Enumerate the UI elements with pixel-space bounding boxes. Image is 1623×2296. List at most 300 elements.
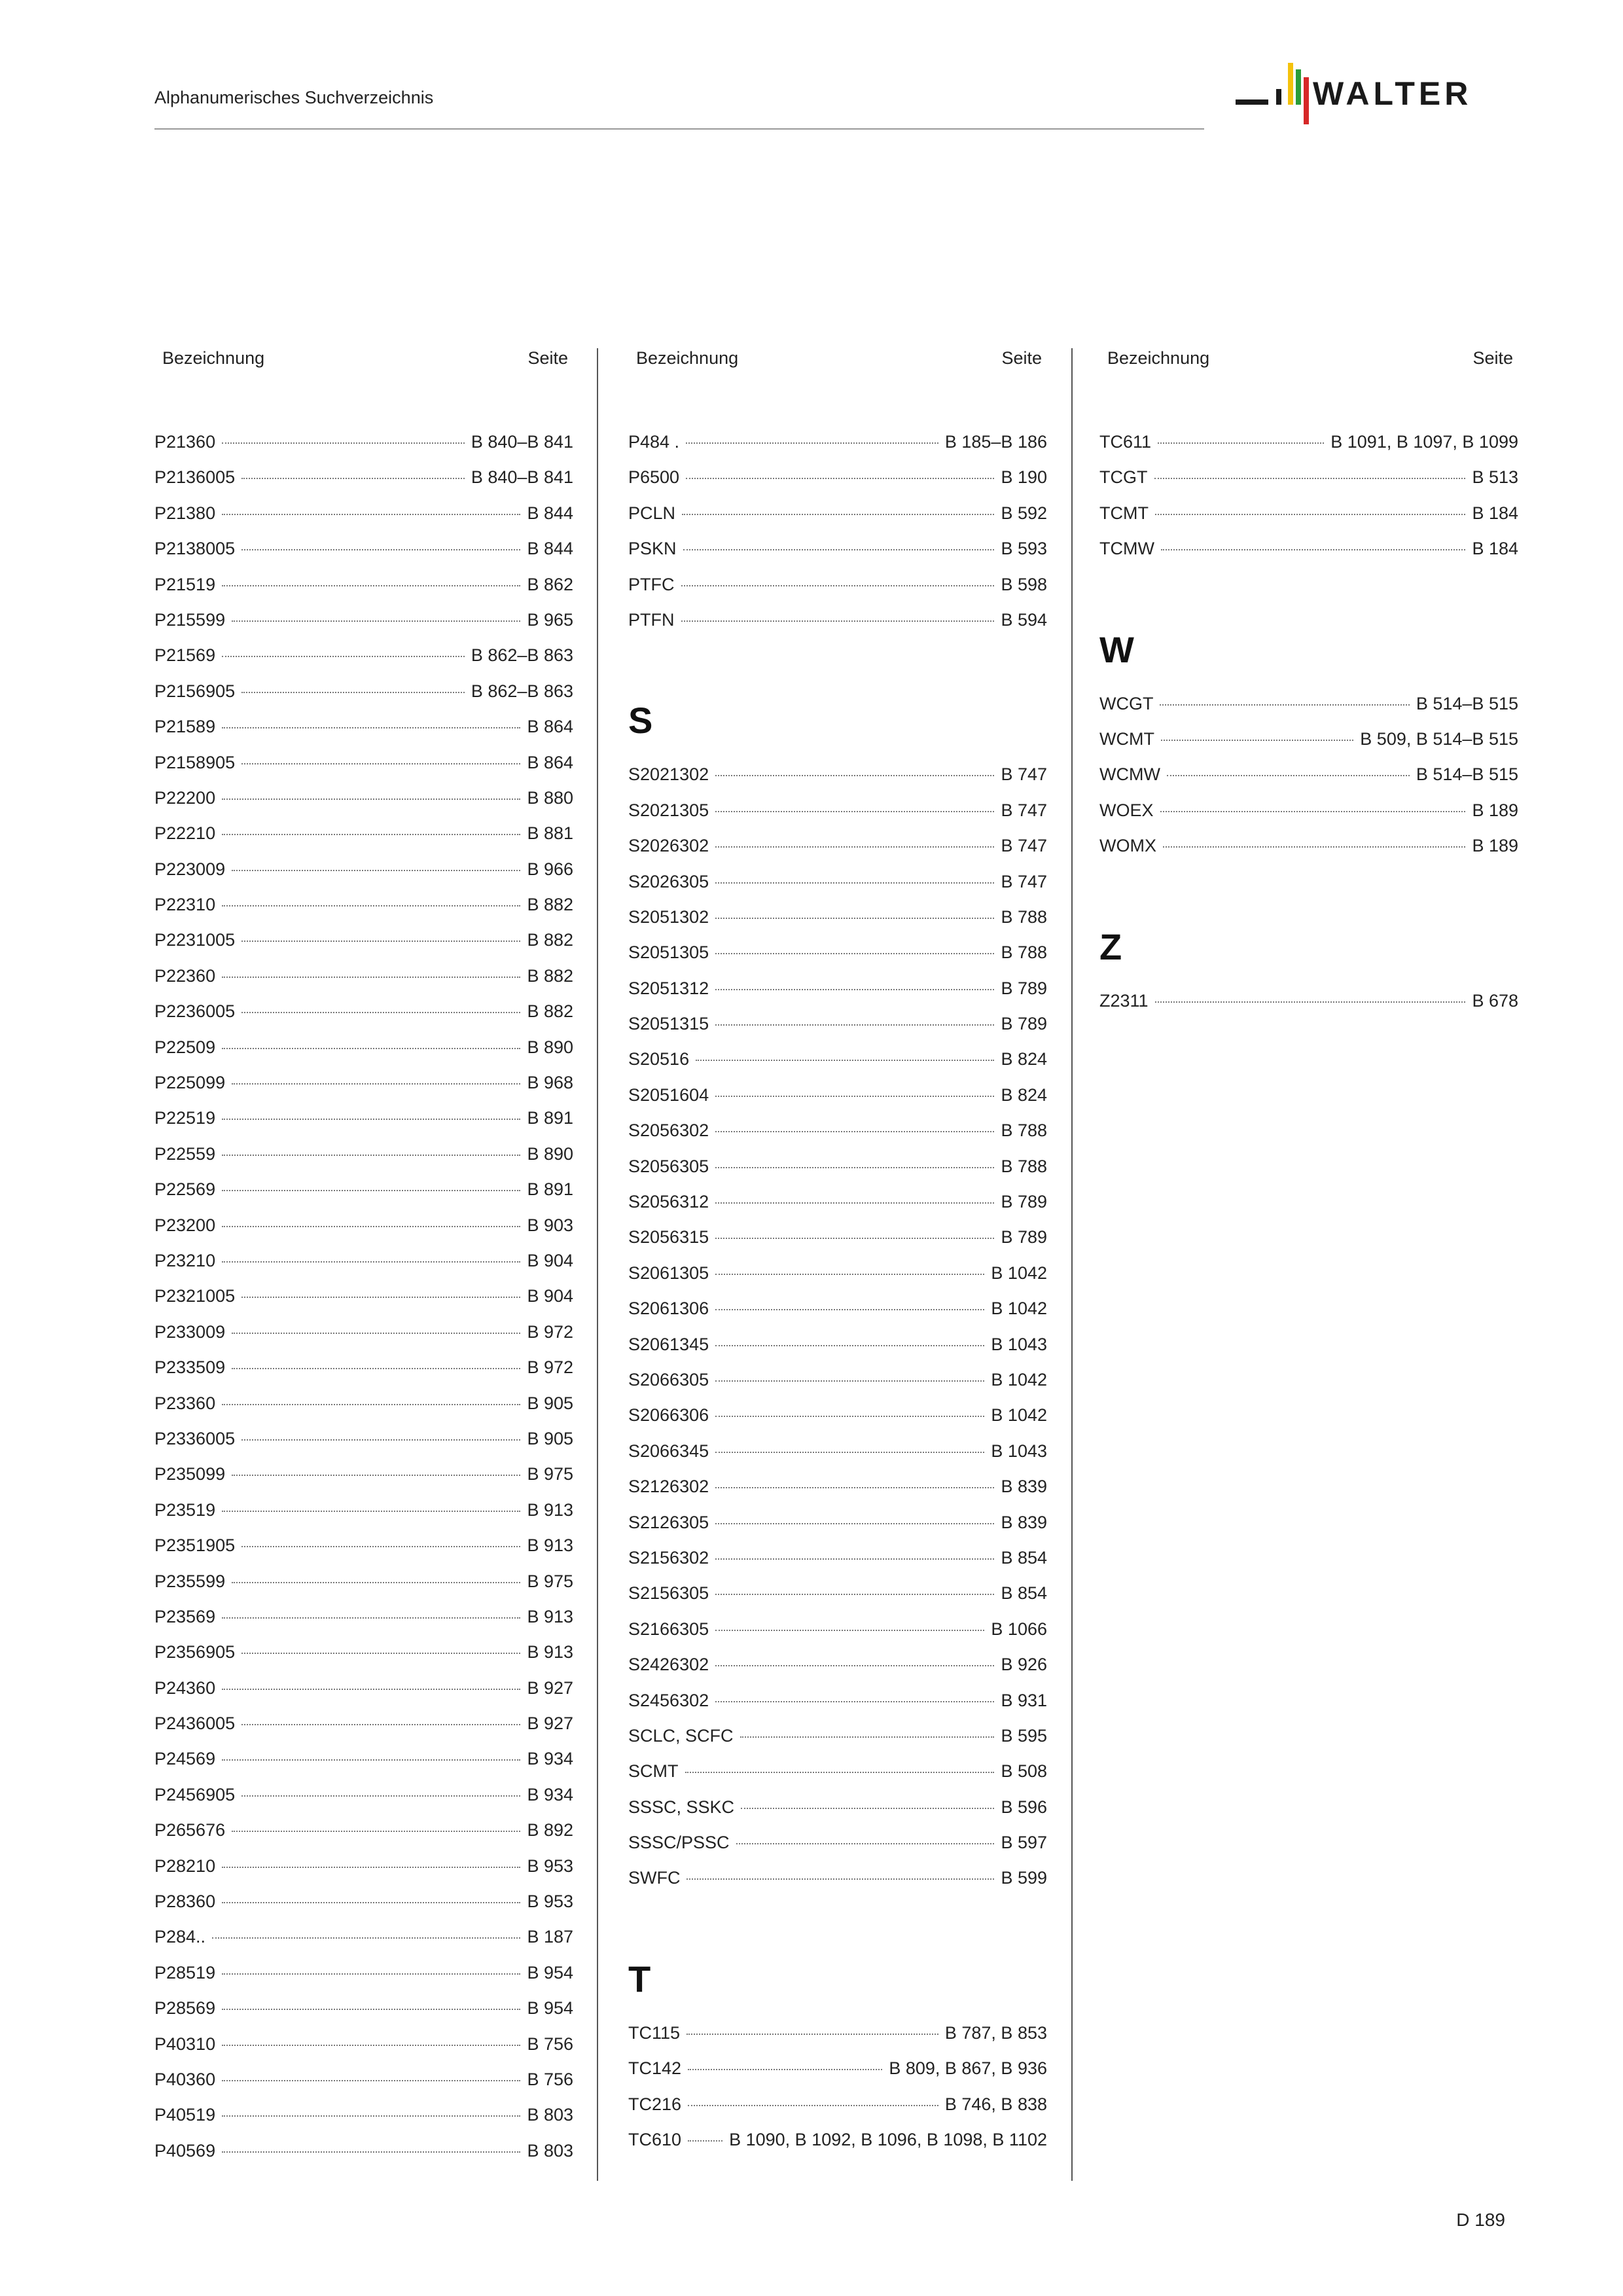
entry-code: S2051312: [628, 978, 709, 998]
entry-page-ref: B 1042: [991, 1369, 1047, 1390]
entry-page-ref: B 803: [527, 2140, 573, 2161]
entry-code: P265676: [154, 1820, 226, 1840]
entry-list: [1099, 694, 1518, 872]
entry-code: P22559: [154, 1143, 216, 1164]
dot-leader: [715, 1487, 994, 1488]
index-entry: [154, 1927, 573, 1962]
dot-leader: [1160, 704, 1409, 706]
entry-page-ref: B 926: [1001, 1655, 1047, 1675]
dot-leader: [1155, 1001, 1466, 1003]
index-entry: [628, 1548, 1047, 1583]
entry-page-ref: B 190: [1001, 467, 1047, 488]
index-entry: [154, 2034, 573, 2070]
index-entry: [154, 645, 573, 681]
index-entry: [628, 1833, 1047, 1868]
entry-page-ref: B 913: [527, 1535, 573, 1556]
entry-page-ref: B 594: [1001, 609, 1047, 630]
logo-bar-green: [1296, 69, 1301, 105]
index-entry: [1099, 729, 1518, 764]
entry-page-ref: B 913: [527, 1642, 573, 1662]
entry-code: WOMX: [1099, 836, 1156, 856]
entry-code: S2066306: [628, 1405, 709, 1426]
entry-code: P22519: [154, 1108, 216, 1128]
index-entry: [628, 1441, 1047, 1477]
index-entry: [628, 2094, 1047, 2130]
entry-page-ref: B 747: [1001, 800, 1047, 820]
index-entry: [628, 1192, 1047, 1227]
entry-page-ref: B 592: [1001, 503, 1047, 523]
dot-leader: [232, 1333, 520, 1334]
dot-leader: [715, 775, 994, 776]
index-entry: [628, 1691, 1047, 1726]
entry-code: S2056302: [628, 1121, 709, 1141]
index-entry: [154, 1642, 573, 1677]
entry-page-ref: B 756: [527, 2034, 573, 2054]
index-entry: [628, 610, 1047, 645]
section-letter-t: T: [628, 1958, 651, 2000]
entry-page-ref: B 756: [527, 2069, 573, 2089]
index-entry: [154, 1037, 573, 1073]
dot-leader: [222, 656, 465, 657]
entry-page-ref: B 862: [527, 574, 573, 594]
entry-list: [1099, 432, 1518, 575]
dot-leader: [232, 870, 520, 871]
entry-code: P21569: [154, 645, 216, 666]
entry-code: P23200: [154, 1215, 216, 1235]
index-entry: [628, 1227, 1047, 1263]
column-divider: [597, 348, 598, 2181]
dot-leader: [232, 620, 520, 622]
dot-leader: [241, 1653, 520, 1654]
index-column-1: [154, 348, 573, 2176]
entry-page-ref: B 934: [527, 1749, 573, 1769]
index-entry: [154, 1251, 573, 1286]
entry-page-ref: B 513: [1472, 467, 1518, 488]
entry-code: S2026305: [628, 871, 709, 891]
entry-page-ref: B 882: [527, 1001, 573, 1022]
dot-leader: [686, 442, 938, 444]
entry-page-ref: B 597: [1001, 1833, 1047, 1853]
entry-page-ref: B 839: [1001, 1477, 1047, 1497]
dot-leader: [241, 1795, 520, 1797]
dot-leader: [232, 1475, 520, 1476]
entry-code: P2158905: [154, 752, 236, 772]
dot-leader: [715, 1452, 984, 1453]
entry-code: P21360: [154, 432, 216, 452]
entry-code: P22210: [154, 823, 216, 844]
entry-code: P6500: [628, 467, 680, 488]
entry-code: WOEX: [1099, 800, 1154, 820]
dot-leader: [687, 1878, 994, 1880]
entry-code: P23569: [154, 1606, 216, 1626]
entry-page-ref: B 788: [1001, 1156, 1047, 1176]
index-entry: [154, 753, 573, 788]
column-header-name: Bezeichnung: [1107, 348, 1210, 368]
entry-page-ref: B 598: [1001, 574, 1047, 594]
index-entry: [1099, 503, 1518, 539]
entry-code: S2126305: [628, 1512, 709, 1532]
entry-page-ref: B 934: [527, 1784, 573, 1804]
entry-page-ref: B 862–B 863: [471, 681, 573, 701]
index-entry: [154, 1001, 573, 1037]
entry-page-ref: B 968: [527, 1073, 573, 1093]
dot-leader: [736, 1843, 995, 1844]
entry-page-ref: B 789: [1001, 1227, 1047, 1247]
entry-code: S2051305: [628, 942, 709, 963]
entry-code: PTFC: [628, 574, 675, 594]
entry-code: PCLN: [628, 503, 676, 523]
entry-code: P284..: [154, 1927, 206, 1947]
dot-leader: [222, 585, 520, 586]
entry-page-ref: B 824: [1001, 1085, 1047, 1105]
logo-bar-yellow: [1288, 63, 1293, 105]
entry-code: S2126302: [628, 1477, 709, 1497]
entry-code: TC142: [628, 2058, 682, 2079]
entry-code: P22360: [154, 965, 216, 986]
entry-page-ref: B 864: [527, 717, 573, 737]
entry-code: P2321005: [154, 1286, 236, 1306]
dot-leader: [222, 1155, 520, 1156]
entry-code: P2231005: [154, 930, 236, 950]
index-entry: [154, 717, 573, 752]
index-entry: [628, 1299, 1047, 1334]
index-entry: [628, 467, 1047, 503]
dot-leader: [715, 1416, 984, 1417]
dot-leader: [222, 1261, 520, 1263]
dot-leader: [715, 811, 994, 812]
entry-code: P233509: [154, 1357, 226, 1378]
entry-code: P40569: [154, 2140, 216, 2161]
entry-code: S2051302: [628, 906, 709, 927]
entry-code: P22310: [154, 895, 216, 915]
page-number: D 189: [1456, 2210, 1505, 2230]
entry-page-ref: B 746, B 838: [944, 2094, 1047, 2114]
entry-page-ref: B 890: [527, 1143, 573, 1164]
entry-page-ref: B 839: [1001, 1512, 1047, 1532]
dot-leader: [222, 1689, 520, 1690]
entry-page-ref: B 972: [527, 1357, 573, 1378]
entry-code: S2066305: [628, 1369, 709, 1390]
dot-leader: [241, 1297, 520, 1298]
entry-code: P21519: [154, 574, 216, 594]
index-entry: [628, 872, 1047, 907]
dot-leader: [715, 1665, 994, 1666]
entry-code: P2356905: [154, 1642, 236, 1662]
index-entry: [1099, 432, 1518, 467]
entry-code: SSSC/PSSC: [628, 1833, 730, 1853]
entry-page-ref: B 882: [527, 965, 573, 986]
entry-page-ref: B 905: [527, 1428, 573, 1448]
entry-code: S2021302: [628, 764, 709, 785]
entry-list: [628, 432, 1047, 645]
entry-code: P215599: [154, 609, 226, 630]
entry-code: S2166305: [628, 1619, 709, 1639]
index-entry: [154, 1892, 573, 1927]
entry-page-ref: B 1091, B 1097, B 1099: [1330, 432, 1518, 452]
entry-code: P2436005: [154, 1713, 236, 1734]
dot-leader: [741, 1808, 994, 1809]
column-header-page: Seite: [527, 348, 568, 368]
index-entry: [154, 681, 573, 717]
index-entry: [628, 1583, 1047, 1619]
entry-page-ref: B 514–B 515: [1416, 764, 1518, 785]
index-entry: [154, 788, 573, 823]
index-entry: [1099, 694, 1518, 729]
entry-page-ref: B 1042: [991, 1263, 1047, 1283]
index-entry: [628, 1513, 1047, 1548]
index-entry: [628, 2130, 1047, 2165]
index-entry: [154, 1500, 573, 1535]
dot-leader: [715, 1380, 984, 1382]
logo-wordmark: WALTER: [1313, 75, 1472, 112]
index-entry: [628, 1477, 1047, 1512]
entry-page-ref: B 892: [527, 1820, 573, 1840]
entry-page-ref: B 905: [527, 1393, 573, 1413]
entry-code: P28519: [154, 1962, 216, 1982]
entry-page-ref: B 854: [1001, 1547, 1047, 1568]
entry-code: PSKN: [628, 539, 677, 559]
entry-code: S2061345: [628, 1334, 709, 1354]
entry-code: S2026302: [628, 836, 709, 856]
section-letter-s: S: [628, 700, 653, 742]
entry-code: P223009: [154, 859, 226, 879]
entry-code: SCLC, SCFC: [628, 1725, 734, 1746]
dot-leader: [715, 1345, 984, 1346]
entry-code: P225099: [154, 1073, 226, 1093]
entry-code: P40519: [154, 2105, 216, 2125]
dot-leader: [1163, 846, 1465, 848]
index-entry: [154, 859, 573, 895]
dot-leader: [715, 918, 994, 919]
dot-leader: [232, 1083, 520, 1085]
dot-leader: [715, 1594, 994, 1595]
index-entry: [154, 1179, 573, 1215]
entry-page-ref: B 1042: [991, 1405, 1047, 1426]
entry-page-ref: B 954: [527, 1962, 573, 1982]
index-entry: [154, 1607, 573, 1642]
dot-leader: [232, 1368, 520, 1369]
dot-leader: [715, 1238, 994, 1239]
index-entry: [154, 1357, 573, 1393]
dot-leader: [222, 977, 520, 978]
entry-page-ref: B 844: [527, 503, 573, 523]
index-column-3: [1099, 348, 1518, 1026]
dot-leader: [681, 585, 995, 586]
entry-page-ref: B 891: [527, 1179, 573, 1200]
dot-leader: [222, 1404, 520, 1405]
dot-leader: [681, 620, 995, 622]
entry-page-ref: B 931: [1001, 1690, 1047, 1710]
entry-page-ref: B 840–B 841: [471, 432, 573, 452]
entry-page-ref: B 927: [527, 1677, 573, 1698]
entry-page-ref: B 882: [527, 930, 573, 950]
index-entry: [628, 1370, 1047, 1405]
dot-leader: [241, 941, 520, 942]
entry-code: P24569: [154, 1749, 216, 1769]
dot-leader: [222, 1226, 520, 1227]
dot-leader: [715, 953, 994, 954]
entry-page-ref: B 953: [527, 1892, 573, 1912]
index-column-2: [628, 348, 1047, 2165]
entry-page-ref: B 509, B 514–B 515: [1360, 728, 1518, 749]
entry-code: S2156305: [628, 1583, 709, 1604]
entry-code: TC216: [628, 2094, 682, 2114]
dot-leader: [222, 727, 520, 728]
dot-leader: [212, 1937, 520, 1939]
index-entry: [1099, 800, 1518, 836]
dot-leader: [222, 2080, 520, 2081]
entry-code: P28360: [154, 1892, 216, 1912]
entry-code: P2351905: [154, 1535, 236, 1556]
section-letter-w: W: [1099, 628, 1134, 670]
index-entry: [154, 930, 573, 965]
entry-page-ref: B 747: [1001, 836, 1047, 856]
entry-page-ref: B 803: [527, 2105, 573, 2125]
entry-page-ref: B 975: [527, 1571, 573, 1591]
dot-leader: [688, 2140, 722, 2142]
index-entry: [628, 1085, 1047, 1121]
index-entry: [154, 2070, 573, 2105]
entry-page-ref: B 903: [527, 1215, 573, 1235]
entry-page-ref: B 1043: [991, 1334, 1047, 1354]
dot-leader: [715, 1523, 994, 1524]
entry-code: WCGT: [1099, 693, 1154, 713]
dot-leader: [715, 1131, 994, 1132]
index-entry: [154, 610, 573, 645]
entry-page-ref: B 966: [527, 859, 573, 879]
index-entry: [628, 800, 1047, 836]
entry-page-ref: B 890: [527, 1037, 573, 1057]
entry-code: P21589: [154, 717, 216, 737]
dot-leader: [715, 1701, 994, 1702]
index-entry: [628, 575, 1047, 610]
entry-page-ref: B 840–B 841: [471, 467, 573, 488]
entry-page-ref: B 862–B 863: [471, 645, 573, 666]
index-entry: [628, 978, 1047, 1014]
entry-code: PTFN: [628, 609, 675, 630]
index-entry: [154, 1073, 573, 1108]
dot-leader: [683, 549, 995, 550]
entry-page-ref: B 747: [1001, 871, 1047, 891]
index-entry: [628, 1797, 1047, 1833]
entry-page-ref: B 678: [1472, 990, 1518, 1011]
entry-page-ref: B 187: [527, 1927, 573, 1947]
entry-code: P28569: [154, 1998, 216, 2018]
index-entry: [154, 1393, 573, 1429]
logo-bar-black: [1276, 89, 1281, 105]
dot-leader: [222, 2009, 520, 2010]
entry-code: P2236005: [154, 1001, 236, 1022]
dot-leader: [1155, 514, 1465, 515]
dot-leader: [222, 514, 520, 515]
entry-code: S2456302: [628, 1690, 709, 1710]
dot-leader: [232, 1831, 520, 1832]
entry-page-ref: B 593: [1001, 539, 1047, 559]
dot-leader: [715, 1630, 984, 1631]
entry-code: TCMT: [1099, 503, 1149, 523]
index-entry: [154, 539, 573, 574]
entry-page-ref: B 904: [527, 1286, 573, 1306]
index-entry: [154, 1856, 573, 1892]
index-entry: [628, 836, 1047, 871]
dot-leader: [715, 1558, 994, 1560]
entry-code: P2156905: [154, 681, 236, 701]
index-entry: [628, 1263, 1047, 1299]
entry-code: WCMW: [1099, 764, 1160, 785]
entry-page-ref: B 881: [527, 823, 573, 844]
entry-code: S2056315: [628, 1227, 709, 1247]
dot-leader: [1154, 478, 1466, 479]
dot-leader: [1161, 740, 1353, 741]
dot-leader: [241, 478, 465, 479]
entry-page-ref: B 882: [527, 895, 573, 915]
index-entry: [154, 1429, 573, 1464]
index-entry: [154, 1749, 573, 1784]
index-entry: [1099, 539, 1518, 574]
dot-leader: [222, 1190, 520, 1191]
entry-page-ref: B 596: [1001, 1797, 1047, 1817]
logo-bar-dash: [1236, 99, 1268, 105]
entry-code: TC611: [1099, 432, 1152, 452]
column-header-name: Bezeichnung: [162, 348, 265, 368]
index-entry: [628, 1619, 1047, 1655]
entry-code: P23210: [154, 1250, 216, 1270]
dot-leader: [241, 1012, 520, 1013]
dot-leader: [222, 2115, 520, 2117]
entry-page-ref: B 789: [1001, 1192, 1047, 1212]
entry-page-ref: B 975: [527, 1464, 573, 1484]
dot-leader: [241, 1439, 520, 1441]
dot-leader: [241, 763, 520, 764]
entry-code: P23519: [154, 1499, 216, 1520]
entry-page-ref: B 1043: [991, 1441, 1047, 1461]
entry-code: P235099: [154, 1464, 226, 1484]
entry-page-ref: B 788: [1001, 942, 1047, 963]
entry-code: P2456905: [154, 1784, 236, 1804]
index-entry: [1099, 991, 1518, 1026]
entry-page-ref: B 514–B 515: [1416, 693, 1518, 713]
entry-page-ref: B 864: [527, 752, 573, 772]
index-entry: [628, 1726, 1047, 1761]
index-entry: [1099, 836, 1518, 871]
dot-leader: [222, 905, 520, 906]
dot-leader: [696, 1060, 994, 1061]
entry-list: [1099, 991, 1518, 1026]
entry-code: P22200: [154, 787, 216, 808]
dot-leader: [687, 2034, 938, 2035]
dot-leader: [715, 1309, 984, 1310]
entry-page-ref: B 1090, B 1092, B 1096, B 1098, B 1102: [729, 2130, 1047, 2150]
dot-leader: [222, 1048, 520, 1049]
index-entry: [628, 503, 1047, 539]
entry-page-ref: B 747: [1001, 764, 1047, 785]
entry-code: TC610: [628, 2130, 682, 2150]
dot-leader: [715, 1167, 994, 1168]
entry-code: P2136005: [154, 467, 236, 488]
entry-code: P40360: [154, 2069, 216, 2089]
entry-page-ref: B 595: [1001, 1725, 1047, 1746]
dot-leader: [715, 1096, 994, 1097]
index-entry: [154, 1535, 573, 1571]
entry-page-ref: B 189: [1472, 836, 1518, 856]
entry-code: P2336005: [154, 1428, 236, 1448]
dot-leader: [222, 442, 465, 444]
entry-page-ref: B 913: [527, 1606, 573, 1626]
dot-leader: [685, 1772, 995, 1773]
entry-page-ref: B 809, B 867, B 936: [889, 2058, 1047, 2079]
header-divider: [154, 128, 1204, 130]
index-entry: [1099, 764, 1518, 800]
